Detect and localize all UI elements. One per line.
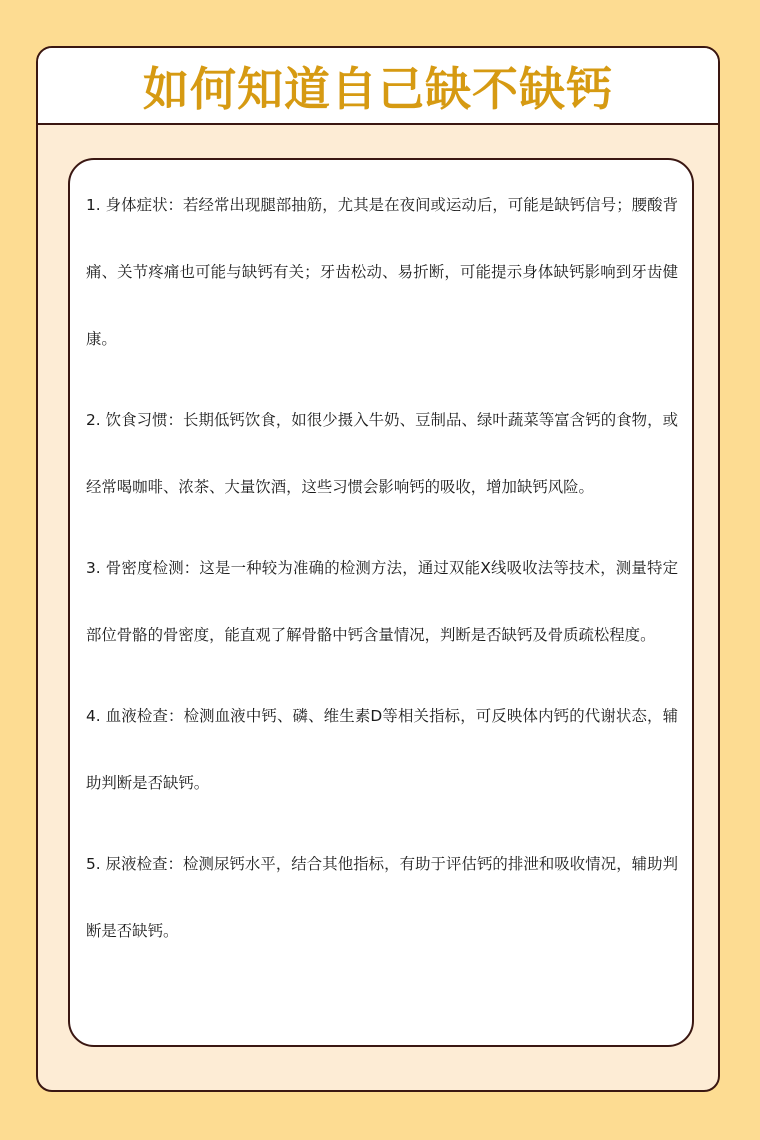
content-box (68, 158, 694, 1047)
list-item: 5. 尿液检查：检测尿钙水平，结合其他指标，有助于评估钙的排泄和吸收情况，辅助判断是否缺钙。 (86, 855, 678, 940)
title-bar (38, 48, 718, 125)
list-item: 4. 血液检查：检测血液中钙、磷、维生素D等相关指标，可反映体内钙的代谢状态，辅助判断是否缺钙。 (86, 707, 678, 792)
list-item: 2. 饮食习惯：长期低钙饮食，如很少摄入牛奶、豆制品、绿叶蔬菜等富含钙的食物，或经常喝咖啡、浓茶、大量饮酒，这些习惯会影响钙的吸收，增加缺钙风险。 (86, 411, 678, 496)
list-item: 3. 骨密度检测：这是一种较为准确的检测方法，通过双能X线吸收法等技术，测量特定部位骨骼的骨密度，能直观了解骨骼中钙含量情况，判断是否缺钙及骨质疏松程度。 (86, 559, 678, 644)
page-title: 如何知道自己缺不缺钙 (143, 61, 613, 116)
info-card (36, 46, 720, 1092)
list-item: 1. 身体症状：若经常出现腿部抽筋，尤其是在夜间或运动后，可能是缺钙信号；腰酸背痛、关节疼痛也可能与缺钙有关；牙齿松动、易折断，可能提示身体缺钙影响到牙齿健康。 (86, 196, 678, 348)
